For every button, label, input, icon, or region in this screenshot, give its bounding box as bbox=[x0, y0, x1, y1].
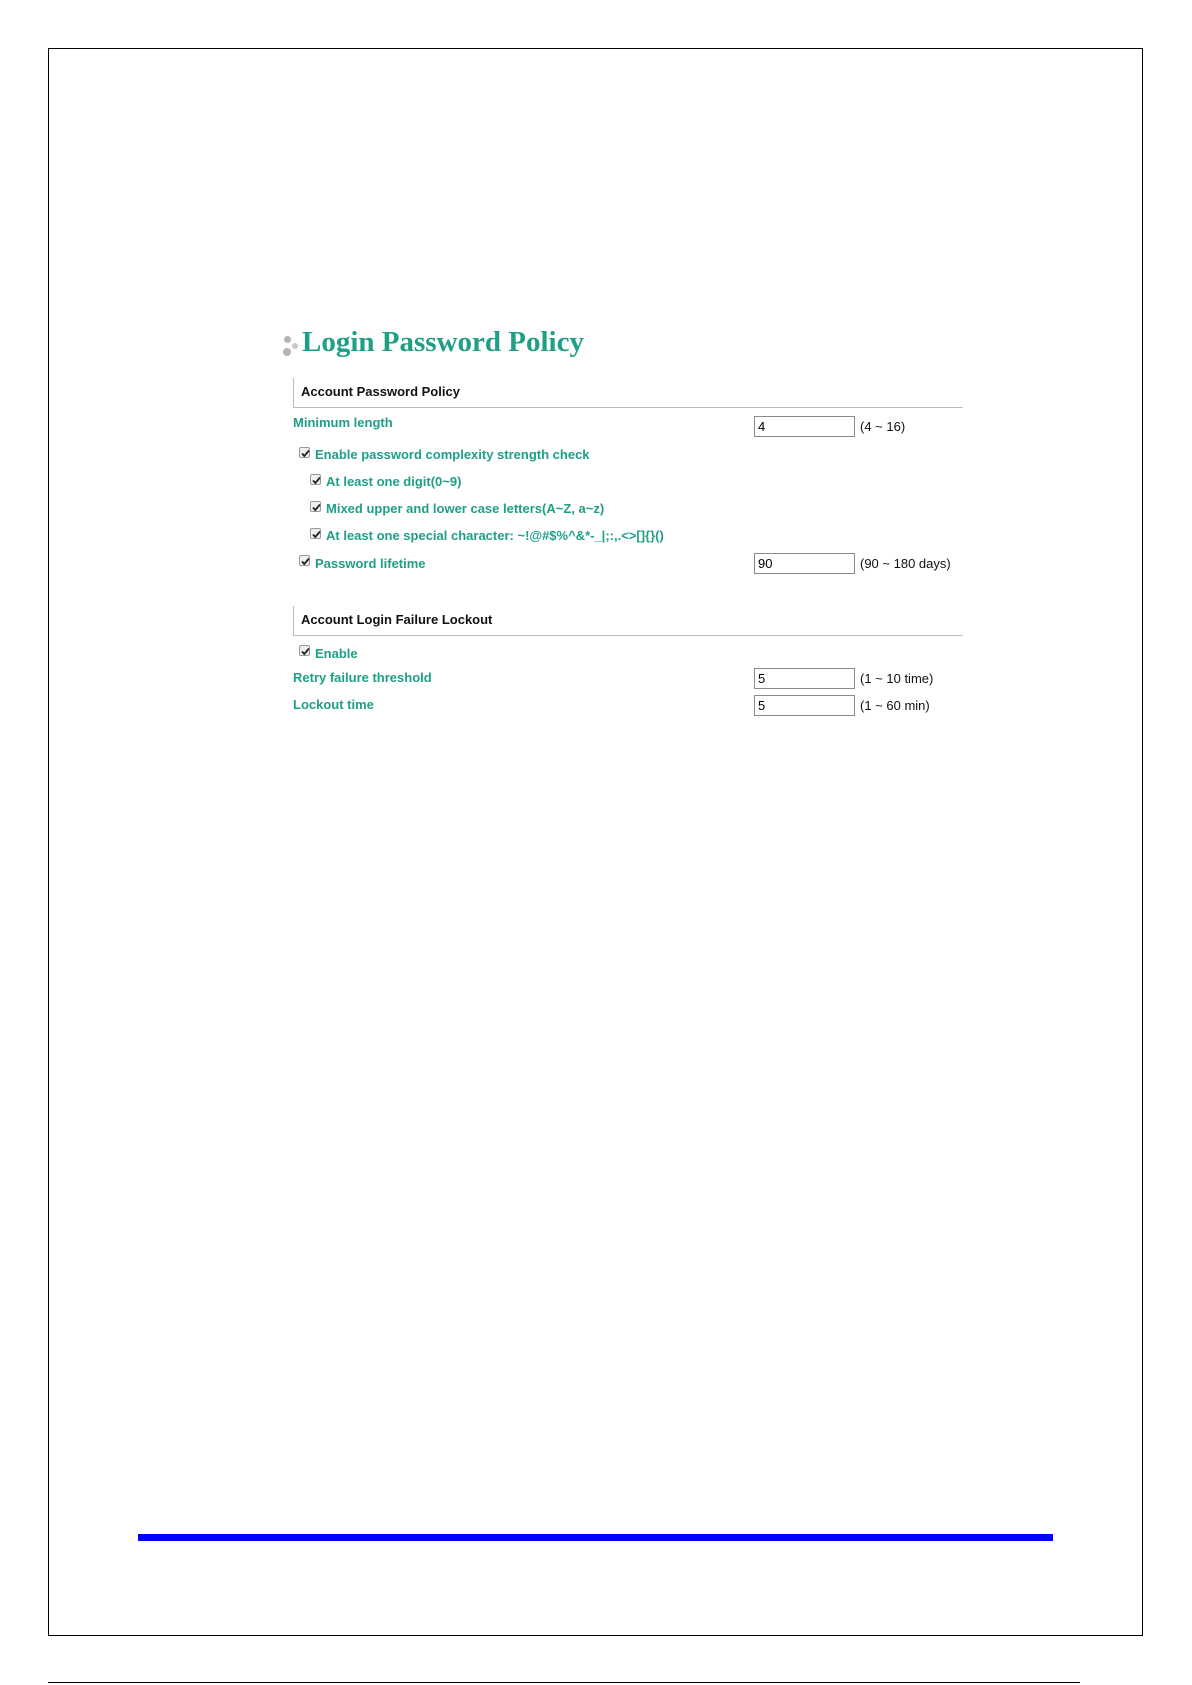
section-title: Account Login Failure Lockout bbox=[301, 612, 493, 627]
checkmark-icon bbox=[300, 556, 311, 567]
lockout-time-range: (1 ~ 60 min) bbox=[860, 698, 930, 713]
footer-rule bbox=[48, 1682, 1080, 1683]
complexity-check-label: Enable password complexity strength check bbox=[315, 447, 590, 462]
checkmark-icon bbox=[311, 529, 322, 540]
blue-divider-rule bbox=[138, 1534, 1053, 1541]
complexity-check-checkbox[interactable] bbox=[299, 447, 310, 458]
retry-threshold-range: (1 ~ 10 time) bbox=[860, 671, 934, 686]
lifetime-label: Password lifetime bbox=[315, 556, 426, 571]
minimum-length-range: (4 ~ 16) bbox=[860, 419, 906, 434]
lockout-enable-checkbox[interactable] bbox=[299, 645, 310, 656]
checkmark-icon bbox=[311, 502, 322, 513]
lifetime-range: (90 ~ 180 days) bbox=[860, 556, 951, 571]
checkmark-icon bbox=[300, 646, 311, 657]
section-title: Account Password Policy bbox=[301, 384, 460, 399]
special-rule-label: At least one special character: ~!@#$%^&*-_|;:,.<>[]{}() bbox=[326, 528, 664, 543]
section-account-password-policy bbox=[293, 378, 963, 408]
digit-rule-label: At least one digit(0~9) bbox=[326, 474, 462, 489]
lifetime-checkbox[interactable] bbox=[299, 555, 310, 566]
special-rule-checkbox[interactable] bbox=[310, 528, 321, 539]
section-login-failure-lockout bbox=[293, 606, 963, 636]
digit-rule-checkbox[interactable] bbox=[310, 474, 321, 485]
retry-threshold-label: Retry failure threshold bbox=[293, 670, 432, 685]
lifetime-input[interactable] bbox=[754, 553, 855, 574]
case-rule-checkbox[interactable] bbox=[310, 501, 321, 512]
checkmark-icon bbox=[300, 448, 311, 459]
page-title: Login Password Policy bbox=[302, 326, 584, 358]
lockout-time-input[interactable] bbox=[754, 695, 855, 716]
checkmark-icon bbox=[311, 475, 322, 486]
dots-icon bbox=[282, 336, 302, 360]
retry-threshold-input[interactable] bbox=[754, 668, 855, 689]
lockout-enable-label: Enable bbox=[315, 646, 358, 661]
minimum-length-label: Minimum length bbox=[293, 415, 393, 430]
case-rule-label: Mixed upper and lower case letters(A~Z, a~z) bbox=[326, 501, 605, 516]
lockout-time-label: Lockout time bbox=[293, 697, 374, 712]
minimum-length-input[interactable] bbox=[754, 416, 855, 437]
